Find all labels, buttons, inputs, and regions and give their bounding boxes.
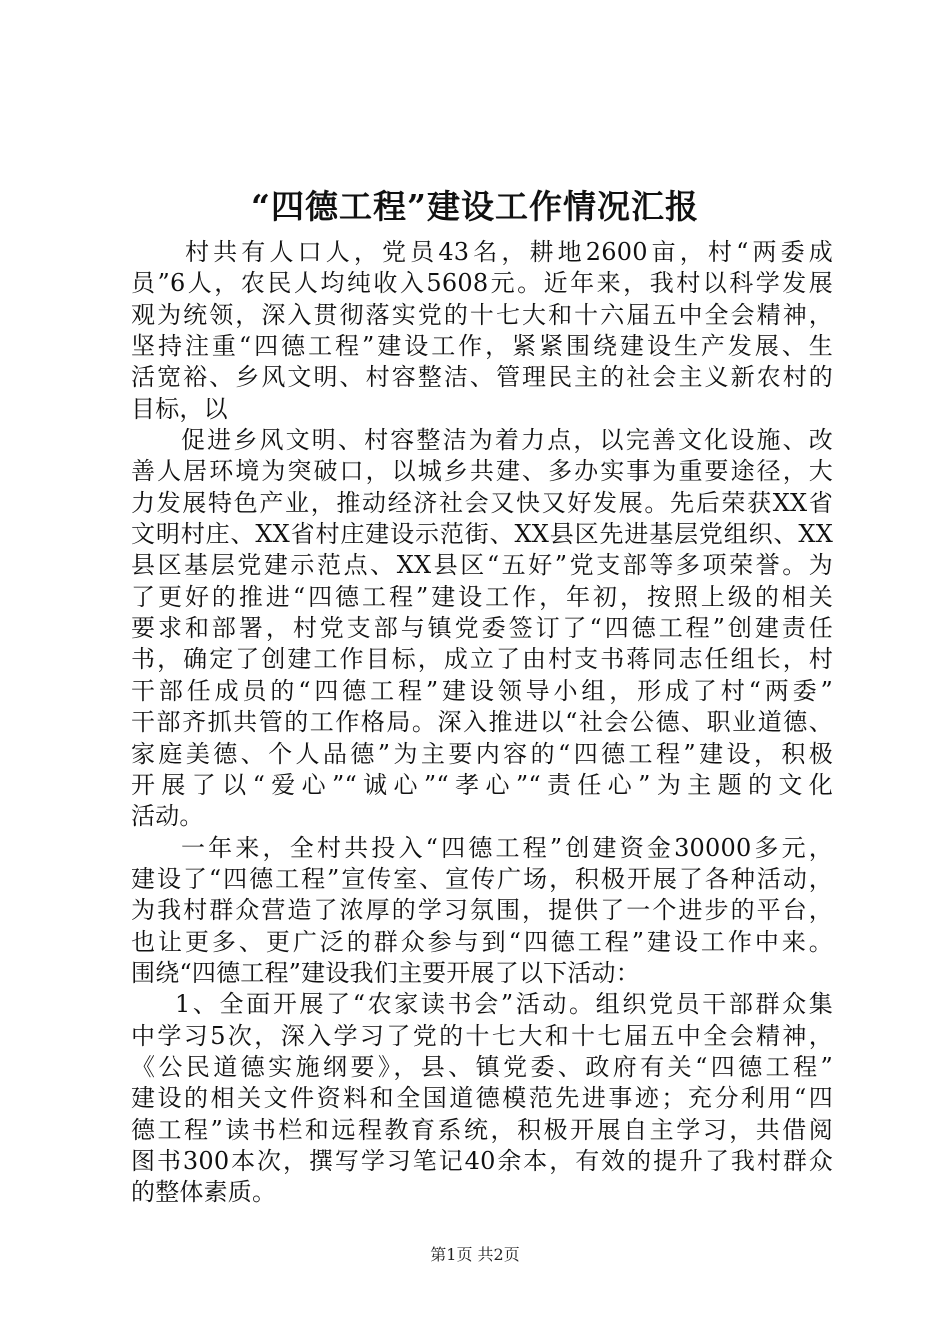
- text-line: 善人居环境为突破口，以城乡共建、多办实事为重要途径，大: [131, 457, 833, 486]
- text-line: 员”6人，农民人均纯收入5608元。近年来，我村以科学发展: [131, 269, 833, 298]
- paragraph: [131, 425, 833, 832]
- paragraph: [131, 833, 833, 990]
- text-line: 促进乡风文明、村容整洁为着力点，以完善文化设施、改: [181, 426, 833, 455]
- text-line: 活动。: [131, 802, 204, 831]
- text-line: 1、全面开展了“农家读书会”活动。组织党员干部群众集: [175, 990, 833, 1019]
- text-line: 村共有人口人，党员43名，耕地2600亩，村“两委成: [185, 238, 833, 266]
- text-line: 建设的相关文件资料和全国道德模范先进事迹；充分利用“四: [131, 1084, 833, 1113]
- paragraph: [131, 989, 833, 1208]
- document-body: [131, 237, 833, 1209]
- text-line: 活宽裕、乡风文明、村容整洁、管理民主的社会主义新农村的: [131, 363, 833, 392]
- text-line: 图书300本次，撰写学习笔记40余本，有效的提升了我村群众: [131, 1146, 833, 1175]
- text-line: 书，确定了创建工作目标，成立了由村支书蒋同志任组长，村: [131, 645, 833, 674]
- text-line: 要求和部署，村党支部与镇党委签订了“四德工程”创建责任: [131, 614, 833, 643]
- text-line: 观为统领，深入贯彻落实党的十七大和十六届五中全会精神，: [131, 300, 833, 329]
- text-line: 一年来，全村共投入“四德工程”创建资金30000多元，: [181, 833, 833, 862]
- text-line: 了更好的推进“四德工程”建设工作，年初，按照上级的相关: [131, 582, 833, 611]
- text-line: 坚持注重“四德工程”建设工作，紧紧围绕建设生产发展、生: [131, 332, 833, 361]
- text-line: 也让更多、更广泛的群众参与到“四德工程”建设工作中来。: [131, 927, 833, 956]
- text-line: 中学习5次，深入学习了党的十七大和十七届五中全会精神，: [131, 1021, 833, 1050]
- document-title: “四德工程”建设工作情况汇报: [251, 187, 699, 226]
- text-line: 德工程”读书栏和远程教育系统，积极开展自主学习，共借阅: [131, 1115, 833, 1144]
- text-line: 干部任成员的“四德工程”建设领导小组，形成了村“两委”: [131, 676, 833, 705]
- text-line: 为我村群众营造了浓厚的学习氛围，提供了一个进步的平台，: [131, 896, 833, 925]
- text-line: 家庭美德、个人品德”为主要内容的“四德工程”建设，积极: [131, 739, 833, 768]
- page-number-footer: 第1页 共2页: [430, 1245, 520, 1264]
- text-line: 力发展特色产业，推动经济社会又快又好发展。先后荣获XX省: [131, 488, 833, 517]
- text-line: 围绕“四德工程”建设我们主要开展了以下活动：: [131, 958, 640, 987]
- text-line: 目标，以: [131, 394, 228, 423]
- text-line: 干部齐抓共管的工作格局。深入推进以“社会公德、职业道德、: [131, 708, 833, 737]
- text-line: 《公民道德实施纲要》，县、镇党委、政府有关“四德工程”: [131, 1052, 833, 1081]
- text-line: 建设了“四德工程”宣传室、宣传广场，积极开展了各种活动，: [131, 864, 833, 893]
- text-line: 文明村庄、XX省村庄建设示范街、XX县区先进基层党组织、XX: [131, 520, 833, 549]
- text-line: 开展了以“爱心”“诚心”“孝心”“责任心”为主题的文化: [131, 770, 833, 799]
- text-line: 的整体素质。: [131, 1178, 277, 1207]
- paragraph: [131, 237, 833, 425]
- text-line: 县区基层党建示范点、XX县区“五好”党支部等多项荣誉。为: [131, 551, 833, 580]
